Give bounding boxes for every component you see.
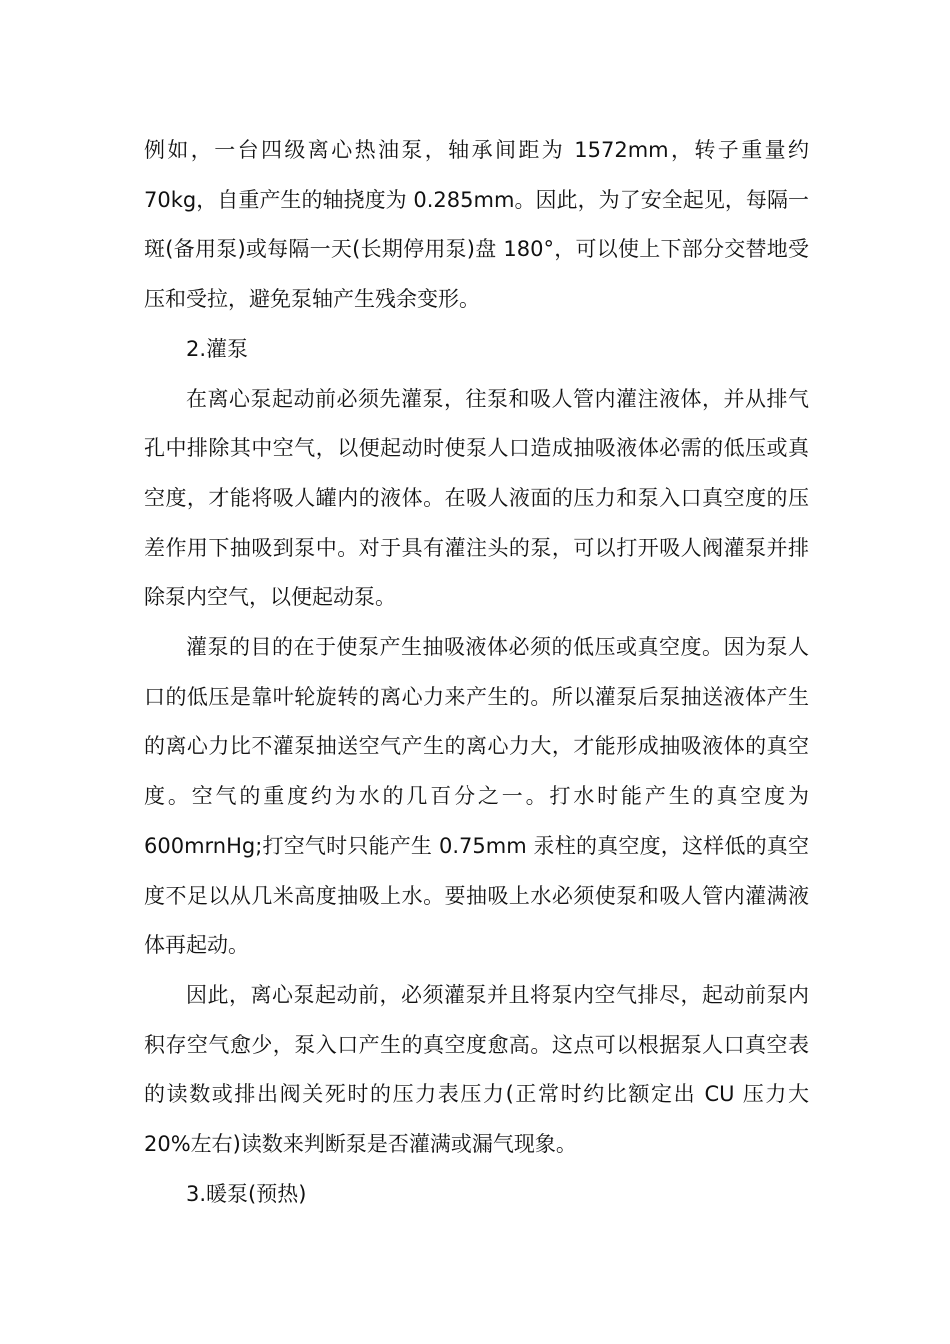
section-heading-priming: 2.灌泵 [186,336,249,361]
paragraph-continued: 例如，一台四级离心热油泵，轴承间距为 1572mm，转子重量约 70kg，自重产生的轴挠度为 0.285mm。因此，为了安全起见，每隔一斑(备用泵)或每隔一天(长期停用泵)盘 180°，可以使上下部分交替地受压和受拉，避免泵轴产生残余变形。 [144,138,809,312]
section-heading-warming: 3.暖泵(预热) [186,1181,307,1206]
paragraph-priming-purpose: 灌泵的目的在于使泵产生抽吸液体必须的低压或真空度。因为泵人口的低压是靠叶轮旋转的离心力来产生的。所以灌泵后泵抽送液体产生的离心力比不灌泵抽送空气产生的离心力大，才能形成抽吸液体的真空度。空气的重度约为水的几百分之一。打水时能产生的真空度为 600mrnHg;打空气时只能产生 0.75mm 汞柱的真空度，这样低的真空度不足以从几米高度抽吸上水。要抽吸上水必须使泵和吸人管内灌满液体再起动。 [144,635,809,958]
paragraph-priming-procedure: 在离心泵起动前必须先灌泵，往泵和吸人管内灌注液体，并从排气孔中排除其中空气，以便起动时使泵人口造成抽吸液体必需的低压或真空度，才能将吸人罐内的液体。在吸人液面的压力和泵入口真空度的压差作用下抽吸到泵中。对于具有灌注头的泵，可以打开吸人阀灌泵并排除泵内空气，以便起动泵。 [144,386,809,610]
document-page [144,126,809,1219]
paragraph-priming-conclusion: 因此，离心泵起动前，必须灌泵并且将泵内空气排尽，起动前泵内积存空气愈少，泵入口产生的真空度愈高。这点可以根据泵人口真空表的读数或排出阀关死时的压力表压力(正常时约比额定出 CU 压力大 20%左右)读数来判断泵是否灌满或漏气现象。 [144,982,809,1157]
